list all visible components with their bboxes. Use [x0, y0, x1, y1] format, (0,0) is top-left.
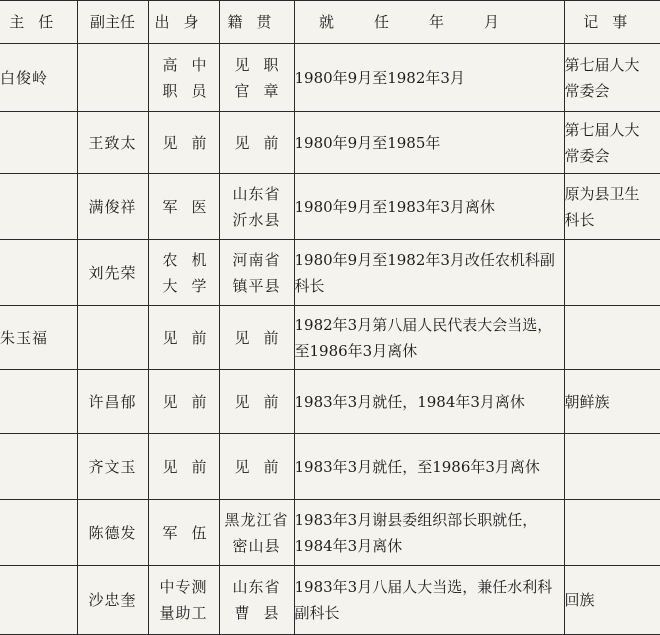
cell-background — [148, 44, 219, 112]
cell-origin-line: 镇平县 — [220, 273, 294, 299]
cell-main — [0, 240, 77, 306]
cell-background-line: 农机 — [149, 247, 219, 273]
cell-term: 1980年9月至1982年3月 — [294, 44, 564, 112]
cell-origin — [219, 434, 294, 500]
cell-main — [0, 112, 77, 174]
cell-origin — [219, 174, 294, 240]
header-note: 记事 — [564, 1, 660, 44]
cell-background — [148, 370, 219, 434]
cell-note-line: 科长 — [565, 207, 660, 233]
cell-background-line: 职员 — [149, 78, 219, 104]
cell-background-line: 中专测 — [149, 574, 219, 600]
table-row — [0, 44, 660, 112]
cell-deputy — [77, 44, 148, 112]
cell-note — [564, 566, 660, 635]
table-body — [0, 44, 660, 635]
cell-origin-line: 河南省 — [220, 247, 294, 273]
cell-origin — [219, 566, 294, 635]
cell-main: 白俊岭 — [0, 44, 77, 112]
header-origin: 籍贯 — [219, 1, 294, 44]
cell-deputy: 陈德发 — [77, 500, 148, 566]
cell-term: 1980年9月至1985年 — [294, 112, 564, 174]
cell-origin-line: 官章 — [220, 78, 294, 104]
cell-term: 1983年3月就任，1984年3月离休 — [294, 370, 564, 434]
cell-background — [148, 306, 219, 370]
cell-deputy: 王致太 — [77, 112, 148, 174]
cell-origin-line: 黑龙江省 — [220, 507, 294, 533]
cell-main — [0, 500, 77, 566]
cell-origin-line: 见前 — [220, 130, 294, 156]
cell-background-line: 见前 — [149, 454, 219, 480]
cell-background — [148, 112, 219, 174]
header-term: 就任年月 — [294, 1, 564, 44]
header-deputy: 副主任 — [77, 1, 148, 44]
cell-main — [0, 566, 77, 635]
cell-term: 1983年3月谢县委组织部长职就任，1984年3月离休 — [294, 500, 564, 566]
cell-term: 1980年9月至1983年3月离休 — [294, 174, 564, 240]
cell-note-line: 常委会 — [565, 143, 660, 169]
cell-note — [564, 44, 660, 112]
cell-term: 1983年3月就任，至1986年3月离休 — [294, 434, 564, 500]
cell-term: 1982年3月第八届人民代表大会当选，至1986年3月离休 — [294, 306, 564, 370]
cell-note — [564, 240, 660, 306]
cell-origin — [219, 240, 294, 306]
table-row — [0, 174, 660, 240]
table-row — [0, 566, 660, 635]
cell-main — [0, 174, 77, 240]
cell-background — [148, 174, 219, 240]
cell-background — [148, 500, 219, 566]
cell-origin — [219, 500, 294, 566]
cell-note-line: 回族 — [565, 587, 660, 613]
cell-deputy: 刘先荣 — [77, 240, 148, 306]
cell-background — [148, 434, 219, 500]
cell-main: 朱玉福 — [0, 306, 77, 370]
cell-background-line: 量助工 — [149, 600, 219, 626]
cell-deputy: 齐文玉 — [77, 434, 148, 500]
cell-origin — [219, 44, 294, 112]
cell-note-line: 第七届人大 — [565, 117, 660, 143]
cell-origin — [219, 370, 294, 434]
cell-deputy — [77, 306, 148, 370]
cell-note — [564, 370, 660, 434]
cell-deputy: 沙忠奎 — [77, 566, 148, 635]
cell-deputy: 许昌郁 — [77, 370, 148, 434]
cell-deputy: 满俊祥 — [77, 174, 148, 240]
cell-note-line: 朝鲜族 — [565, 389, 660, 415]
cell-background-line: 军医 — [149, 194, 219, 220]
cell-note — [564, 174, 660, 240]
table-row — [0, 112, 660, 174]
cell-main — [0, 434, 77, 500]
cell-origin-line: 密山县 — [220, 533, 294, 559]
cell-note-line: 第七届人大 — [565, 52, 660, 78]
cell-background — [148, 566, 219, 635]
cell-origin — [219, 306, 294, 370]
cell-main — [0, 370, 77, 434]
cell-background-line: 见前 — [149, 130, 219, 156]
cell-note — [564, 112, 660, 174]
cell-origin-line: 山东省 — [220, 181, 294, 207]
cell-note-line: 常委会 — [565, 78, 660, 104]
cell-origin-line: 见前 — [220, 389, 294, 415]
table-header-row — [0, 1, 660, 44]
cell-origin — [219, 112, 294, 174]
cell-background-line: 见前 — [149, 389, 219, 415]
table-row — [0, 370, 660, 434]
cell-background — [148, 240, 219, 306]
table-row — [0, 306, 660, 370]
table-row — [0, 240, 660, 306]
cell-term: 1983年3月八届人大当选，兼任水利科副科长 — [294, 566, 564, 635]
cell-origin-line: 见职 — [220, 52, 294, 78]
table-row — [0, 434, 660, 500]
cell-background-line: 大学 — [149, 273, 219, 299]
cell-background-line: 高中 — [149, 52, 219, 78]
cell-term: 1980年9月至1982年3月改任农机科副科长 — [294, 240, 564, 306]
cell-note-line: 原为县卫生 — [565, 181, 660, 207]
cell-background-line: 军伍 — [149, 520, 219, 546]
cell-origin-line: 见前 — [220, 454, 294, 480]
header-background: 出身 — [148, 1, 219, 44]
table-row — [0, 500, 660, 566]
header-main: 主任 — [0, 1, 77, 44]
cell-origin-line: 曹县 — [220, 600, 294, 626]
cell-origin-line: 沂水县 — [220, 207, 294, 233]
cell-origin-line: 见前 — [220, 325, 294, 351]
cell-background-line: 见前 — [149, 325, 219, 351]
cell-origin-line: 山东省 — [220, 574, 294, 600]
cell-note — [564, 306, 660, 370]
cell-note — [564, 434, 660, 500]
cell-note — [564, 500, 660, 566]
